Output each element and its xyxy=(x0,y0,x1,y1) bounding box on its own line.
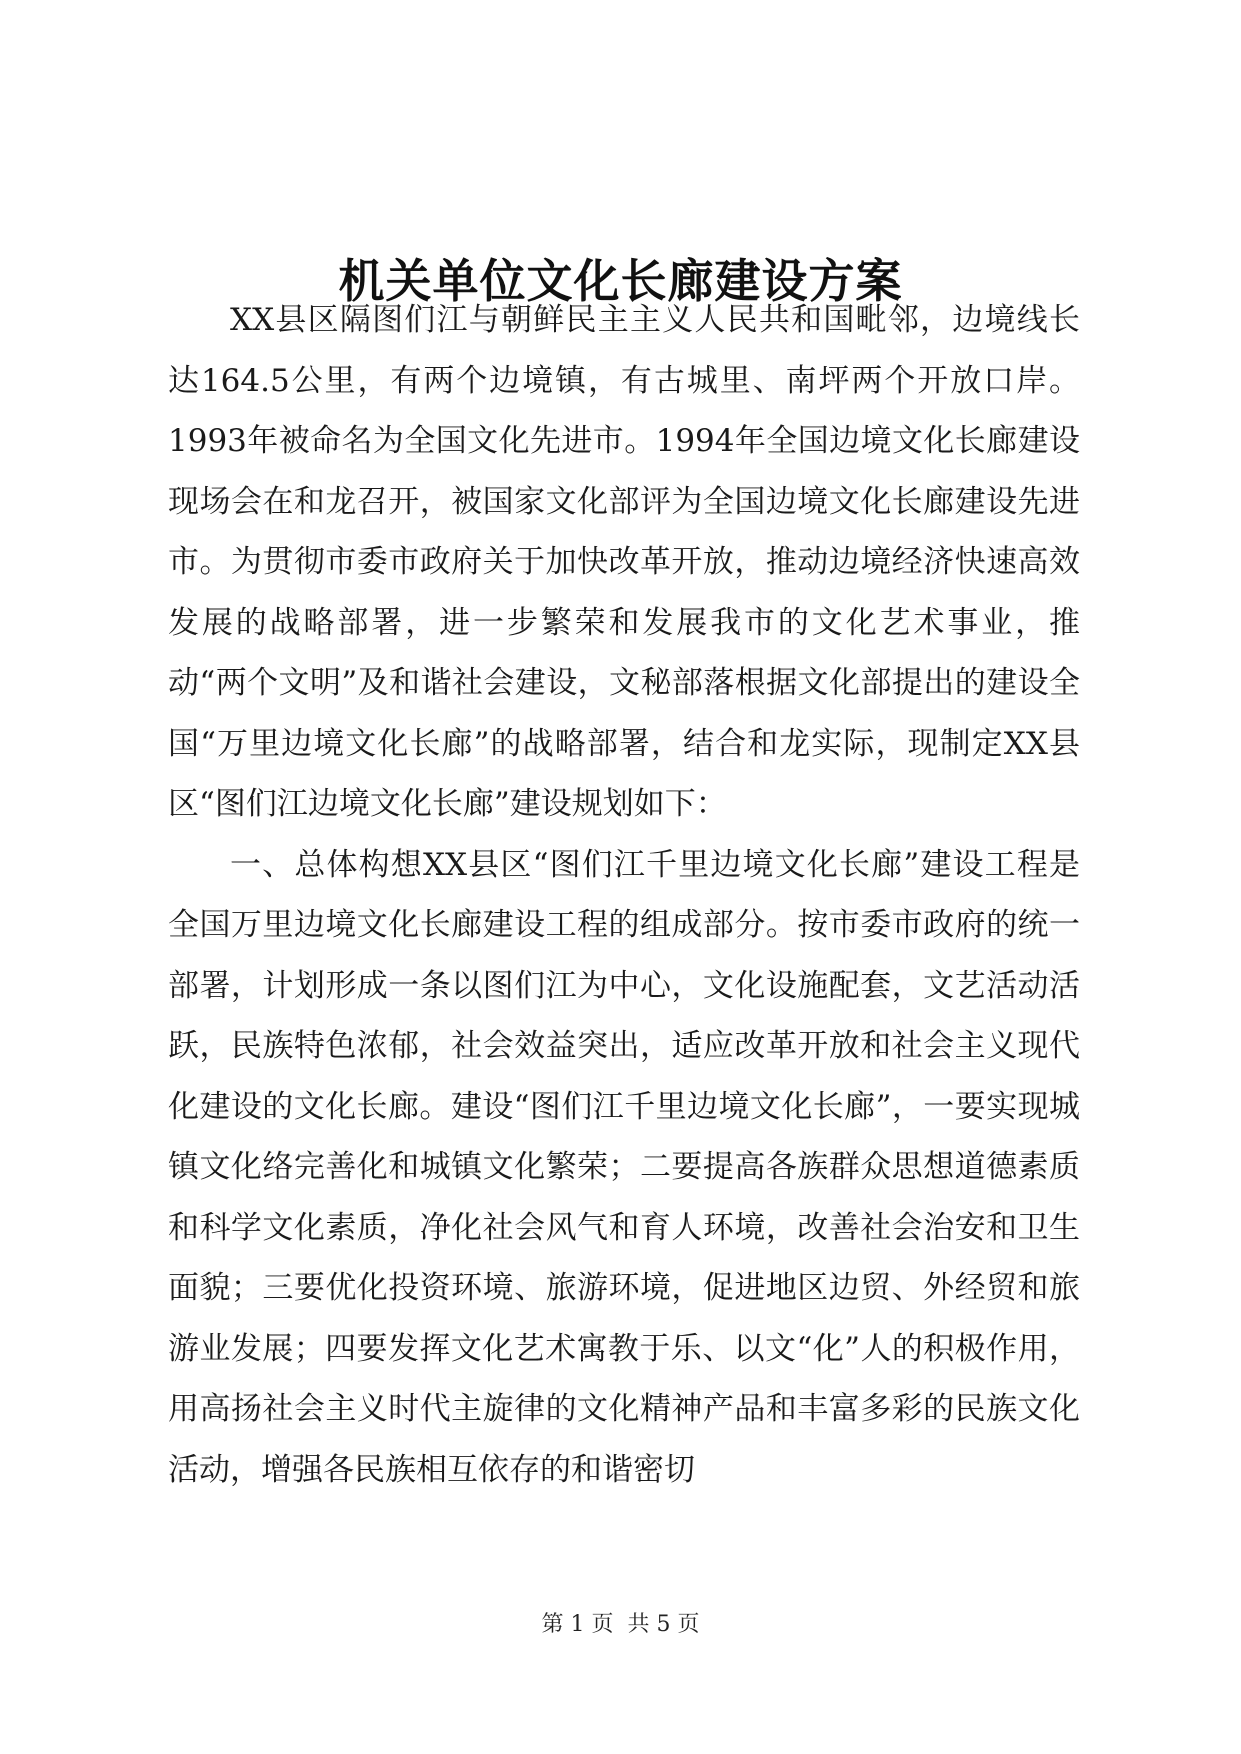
paragraph-overall-concept: 一、总体构想XX县区“图们江千里边境文化长廊”建设工程是全国万里边境文化长廊建设工程的组成部分。按市委市政府的统一部署，计划形成一条以图们江为中心，文化设施配套，文艺活动活跃，民族特色浓郁，社会效益突出，适应改革开放和社会主义现代化建设的文化长廊。建设“图们江千里边境文化长廊”，一要实现城镇文化络完善化和城镇文化繁荣；二要提高各族群众思想道德素质和科学文化素质，净化社会风气和育人环境，改善社会治安和卫生面貌；三要优化投资环境、旅游环境，促进地区边贸、外经贸和旅游业发展；四要发挥文化艺术寓教于乐、以文“化”人的积极作用，用高扬社会主义时代主旋律的文化精神产品和丰富多彩的民族文化活动，增强各民族相互依存的和谐密切 xyxy=(168,846,1080,1488)
document-body xyxy=(168,290,1080,1500)
document-title: 机关单位文化长廊建设方案 xyxy=(338,253,903,308)
paragraph-intro: XX县区隔图们江与朝鲜民主主义人民共和国毗邻，边境线长达164.5公里，有两个边境镇，有古城里、南坪两个开放口岸。1993年被命名为全国文化先进市。1994年全国边境文化长廊建设现场会在和龙召开，被国家文化部评为全国边境文化长廊建设先进市。为贯彻市委市政府关于加快改革开放，推动边境经济快速高效发展的战略部署，进一步繁荣和发展我市的文化艺术事业，推动“两个文明”及和谐社会建设，文秘部落根据文化部提出的建设全国“万里边境文化长廊”的战略部署，结合和龙实际，现制定XX县区“图们江边境文化长廊”建设规划如下： xyxy=(168,302,1080,822)
page-number-label: 第 1 页 共 5 页 xyxy=(541,1612,700,1637)
page-footer xyxy=(0,1610,1241,1640)
